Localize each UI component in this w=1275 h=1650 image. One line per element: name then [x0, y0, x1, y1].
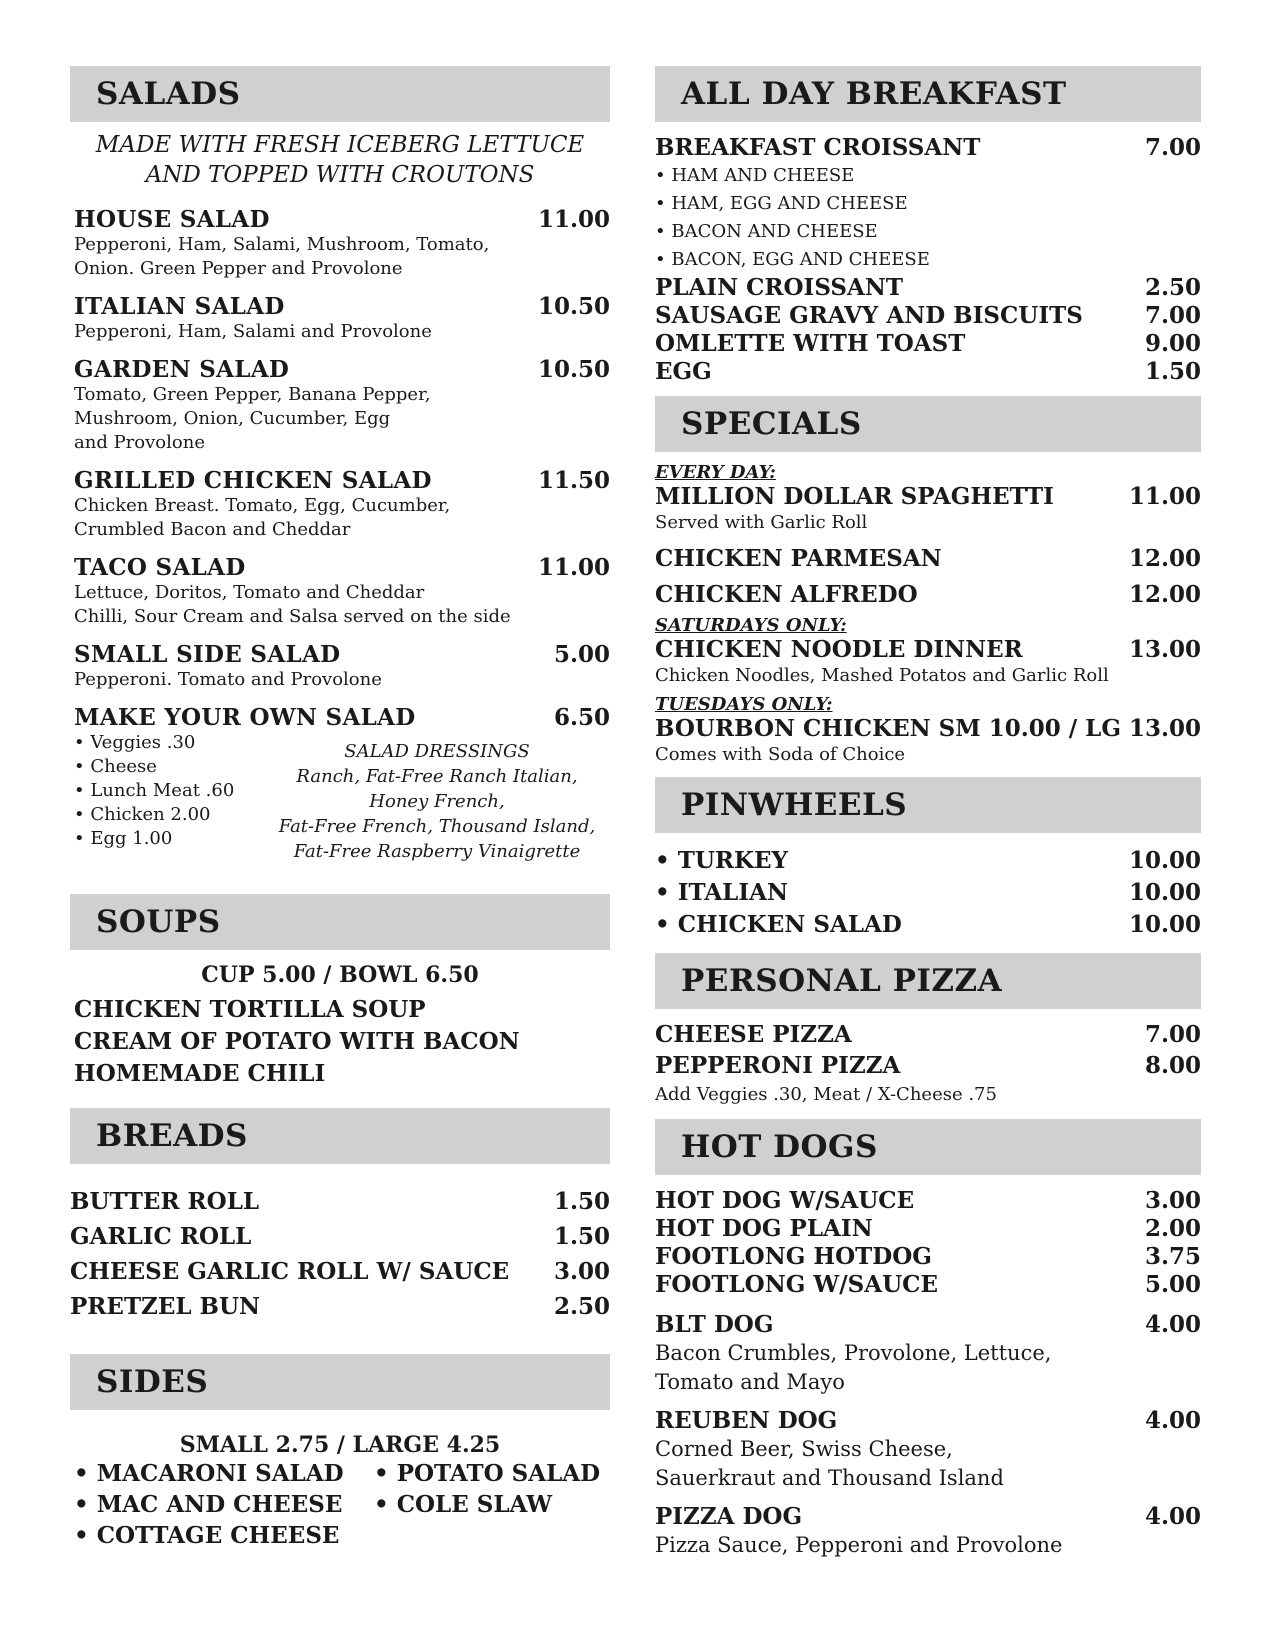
- left-column: [70, 66, 610, 1551]
- pinwheels-title: PINWHEELS: [681, 787, 908, 823]
- item-name: CHICKEN PARMESAN: [655, 545, 942, 572]
- specials-header: [655, 396, 1201, 452]
- bread-item: [70, 1254, 610, 1289]
- salads-title: SALADS: [96, 76, 241, 112]
- item-name: MILLION DOLLAR SPAGHETTI: [655, 483, 1054, 510]
- salad-dressings: [264, 731, 610, 864]
- item-price: 10.00: [1128, 879, 1201, 906]
- menu-item-house-salad: [70, 206, 610, 281]
- breakfast-item: [655, 358, 1201, 386]
- item-name: BREAKFAST CROISSANT: [655, 134, 981, 161]
- breakfast-list: [655, 134, 1201, 386]
- hotdog-item: [655, 1187, 1201, 1215]
- breakfast-item: [655, 274, 1201, 302]
- salad-dressing-line: Fat-Free French, Thousand Island,: [278, 816, 596, 837]
- breakfast-item: [655, 302, 1201, 330]
- item-name: OMLETTE WITH TOAST: [655, 330, 966, 357]
- item-desc: Served with Garlic Roll: [655, 512, 868, 533]
- menu-item-chicken-noodle-dinner: [655, 636, 1201, 664]
- item-desc: Onion. Green Pepper and Provolone: [74, 258, 403, 279]
- saturdays-label: SATURDAYS ONLY:: [655, 615, 847, 636]
- croissant-option: • BACON, EGG AND CHEESE: [655, 249, 930, 270]
- pinwheel-item: [655, 877, 1201, 909]
- bread-item: [70, 1184, 610, 1219]
- menu-item-chicken-parmesan: [655, 545, 1201, 573]
- salads-header: [70, 66, 610, 122]
- salad-options: [74, 731, 610, 864]
- salads-subtitle-line2: AND TOPPED WITH CROUTONS: [145, 162, 535, 188]
- salad-addon: • Cheese: [74, 756, 157, 777]
- menu-item-reuben-dog: [655, 1407, 1201, 1435]
- salad-addon: • Chicken 2.00: [74, 804, 211, 825]
- item-desc: Bacon Crumbles, Provolone, Lettuce,: [655, 1341, 1052, 1365]
- item-price: 12.00: [1128, 545, 1201, 572]
- item-name: MAKE YOUR OWN SALAD: [74, 704, 416, 731]
- pizza-note: Add Veggies .30, Meat / X-Cheese .75: [655, 1084, 997, 1105]
- item-name: PIZZA DOG: [655, 1503, 803, 1530]
- item-name: • TURKEY: [655, 847, 788, 874]
- sides-right-list: [374, 1458, 600, 1551]
- side-item: • COLE SLAW: [374, 1491, 553, 1518]
- menu-item-italian-salad: [70, 293, 610, 344]
- item-name: TACO SALAD: [74, 554, 246, 581]
- menu-item-spaghetti: [655, 483, 1201, 511]
- item-desc: Comes with Soda of Choice: [655, 744, 906, 765]
- item-desc: and Provolone: [74, 432, 205, 453]
- side-item: • MACARONI SALAD: [74, 1460, 344, 1487]
- item-name: • ITALIAN: [655, 879, 788, 906]
- item-name: CHICKEN NOODLE DINNER: [655, 636, 1023, 663]
- item-name: ITALIAN SALAD: [74, 293, 285, 320]
- pizza-title: PERSONAL PIZZA: [681, 963, 1003, 999]
- item-desc: Mushroom, Onion, Cucumber, Egg: [74, 408, 391, 429]
- item-desc: Pepperoni. Tomato and Provolone: [74, 669, 382, 690]
- item-price: 6.50: [553, 704, 610, 731]
- item-price: 11.50: [537, 467, 610, 494]
- item-price: 2.00: [1144, 1215, 1201, 1242]
- soups-header: [70, 894, 610, 950]
- menu-item-small-side-salad: [70, 641, 610, 692]
- item-price: 5.00: [1144, 1271, 1201, 1298]
- item-price: 1.50: [1144, 358, 1201, 385]
- soup-item: HOMEMADE CHILI: [74, 1060, 326, 1087]
- item-desc: Chilli, Sour Cream and Salsa served on the side: [74, 606, 511, 627]
- hotdogs-list: [655, 1187, 1201, 1560]
- item-price: 7.00: [1144, 134, 1201, 161]
- item-name: BOURBON CHICKEN: [655, 715, 931, 742]
- item-desc: Pepperoni, Ham, Salami and Provolone: [74, 321, 432, 342]
- item-desc: Corned Beer, Swiss Cheese,: [655, 1437, 953, 1461]
- item-name: CHEESE PIZZA: [655, 1021, 852, 1048]
- item-price: 11.00: [537, 554, 610, 581]
- item-desc: Chicken Noodles, Mashed Potatos and Garlic Roll: [655, 665, 1109, 686]
- salad-dressing-line: Fat-Free Raspberry Vinaigrette: [293, 841, 581, 862]
- item-price: 11.00: [537, 206, 610, 233]
- item-desc: Pepperoni, Ham, Salami, Mushroom, Tomato,: [74, 234, 490, 255]
- soups-title: SOUPS: [96, 904, 221, 940]
- menu-item-pizza-dog: [655, 1503, 1201, 1531]
- tuesdays-label: TUESDAYS ONLY:: [655, 694, 833, 715]
- salad-dressing-line: Honey French,: [369, 791, 505, 812]
- pinwheel-item: [655, 909, 1201, 941]
- pizza-header: [655, 953, 1201, 1009]
- breads-title: BREADS: [96, 1118, 248, 1154]
- menu-item-grilled-chicken-salad: [70, 467, 610, 542]
- item-name: EGG: [655, 358, 712, 385]
- bread-item: [70, 1219, 610, 1254]
- croissant-option: • BACON AND CHEESE: [655, 221, 878, 242]
- soup-item: CREAM OF POTATO WITH BACON: [74, 1028, 520, 1055]
- item-desc: Tomato and Mayo: [655, 1370, 845, 1394]
- menu-item-blt-dog: [655, 1311, 1201, 1339]
- item-name: GRILLED CHICKEN SALAD: [74, 467, 432, 494]
- item-desc: Crumbled Bacon and Cheddar: [74, 519, 351, 540]
- item-price: 4.00: [1144, 1407, 1201, 1434]
- item-price: 2.50: [553, 1293, 610, 1320]
- side-item: • COTTAGE CHEESE: [74, 1522, 340, 1549]
- item-price: 8.00: [1144, 1052, 1201, 1079]
- item-price: 12.00: [1128, 581, 1201, 608]
- sides-left-list: [74, 1458, 374, 1551]
- sides-header: [70, 1354, 610, 1410]
- salad-addons-list: [74, 731, 264, 864]
- item-desc: Tomato, Green Pepper, Banana Pepper,: [74, 384, 431, 405]
- item-price: 9.00: [1144, 330, 1201, 357]
- hotdog-item: [655, 1215, 1201, 1243]
- salads-subtitle: [70, 130, 610, 190]
- item-name: PEPPERONI PIZZA: [655, 1052, 901, 1079]
- item-name: HOT DOG PLAIN: [655, 1215, 873, 1242]
- menu-item-bourbon-chicken: [655, 715, 1201, 743]
- breakfast-item: [655, 330, 1201, 358]
- pizza-list: [655, 1019, 1201, 1109]
- right-column: [655, 66, 1201, 1560]
- item-price: SM 10.00 / LG 13.00: [938, 715, 1201, 742]
- item-desc: Sauerkraut and Thousand Island: [655, 1466, 1004, 1490]
- item-name: FOOTLONG HOTDOG: [655, 1243, 932, 1270]
- item-price: 10.50: [537, 293, 610, 320]
- salad-dressings-title: SALAD DRESSINGS: [344, 741, 530, 762]
- bread-item: [70, 1289, 610, 1324]
- item-name: • CHICKEN SALAD: [655, 911, 902, 938]
- item-price: 2.50: [1144, 274, 1201, 301]
- item-name: PRETZEL BUN: [70, 1293, 261, 1320]
- salads-subtitle-line1: MADE WITH FRESH ICEBERG LETTUCE: [95, 132, 585, 158]
- soup-item: CHICKEN TORTILLA SOUP: [74, 996, 426, 1023]
- specials-title: SPECIALS: [681, 406, 862, 442]
- item-desc: Lettuce, Doritos, Tomato and Cheddar: [74, 582, 425, 603]
- item-price: 4.00: [1144, 1503, 1201, 1530]
- croissant-option: • HAM, EGG AND CHEESE: [655, 193, 908, 214]
- item-name: SAUSAGE GRAVY AND BISCUITS: [655, 302, 1083, 329]
- item-name: GARDEN SALAD: [74, 356, 290, 383]
- item-price: 10.00: [1128, 847, 1201, 874]
- item-price: 3.00: [1144, 1187, 1201, 1214]
- item-price: 7.00: [1144, 1021, 1201, 1048]
- salad-addon: • Veggies .30: [74, 732, 196, 753]
- menu-item-breakfast-croissant: [655, 134, 1201, 162]
- menu-item-garden-salad: [70, 356, 610, 455]
- item-name: HOUSE SALAD: [74, 206, 270, 233]
- breads-list: [70, 1184, 610, 1324]
- item-price: 3.00: [553, 1258, 610, 1285]
- breakfast-header: [655, 66, 1201, 122]
- hotdog-item: [655, 1271, 1201, 1299]
- menu-item-chicken-alfredo: [655, 581, 1201, 609]
- hotdog-item: [655, 1243, 1201, 1271]
- item-price: 4.00: [1144, 1311, 1201, 1338]
- item-price: 13.00: [1128, 636, 1201, 663]
- salad-addon: • Lunch Meat .60: [74, 780, 235, 801]
- item-price: 7.00: [1144, 302, 1201, 329]
- item-price: 1.50: [553, 1188, 610, 1215]
- pinwheels-header: [655, 777, 1201, 833]
- item-price: 1.50: [553, 1223, 610, 1250]
- menu-item-taco-salad: [70, 554, 610, 629]
- item-name: BUTTER ROLL: [70, 1188, 260, 1215]
- menu-item-make-your-own-salad: [70, 704, 610, 864]
- item-name: REUBEN DOG: [655, 1407, 838, 1434]
- specials-list: [655, 462, 1201, 767]
- item-name: FOOTLONG W/SAUCE: [655, 1271, 938, 1298]
- item-name: CHEESE GARLIC ROLL W/ SAUCE: [70, 1258, 510, 1285]
- side-item: • POTATO SALAD: [374, 1460, 601, 1487]
- pinwheels-list: [655, 845, 1201, 941]
- sides-sizes: SMALL 2.75 / LARGE 4.25: [179, 1432, 501, 1458]
- item-desc: Chicken Breast. Tomato, Egg, Cucumber,: [74, 495, 451, 516]
- breakfast-title: ALL DAY BREAKFAST: [681, 76, 1067, 112]
- item-name: CHICKEN ALFREDO: [655, 581, 918, 608]
- side-item: • MAC AND CHEESE: [74, 1491, 343, 1518]
- item-name: BLT DOG: [655, 1311, 774, 1338]
- sides-list: [70, 1458, 610, 1551]
- item-desc: Pizza Sauce, Pepperoni and Provolone: [655, 1533, 1063, 1557]
- item-price: 10.50: [537, 356, 610, 383]
- hotdogs-title: HOT DOGS: [681, 1129, 878, 1165]
- croissant-option: • HAM AND CHEESE: [655, 165, 855, 186]
- item-name: PLAIN CROISSANT: [655, 274, 904, 301]
- salad-dressing-line: Ranch, Fat-Free Ranch Italian,: [296, 766, 578, 787]
- hotdogs-header: [655, 1119, 1201, 1175]
- salad-addon: • Egg 1.00: [74, 828, 173, 849]
- item-price: 5.00: [553, 641, 610, 668]
- pinwheel-item: [655, 845, 1201, 877]
- soups-sizes: CUP 5.00 / BOWL 6.50: [201, 962, 479, 988]
- item-name: SMALL SIDE SALAD: [74, 641, 341, 668]
- pizza-item: [655, 1050, 1201, 1081]
- breads-header: [70, 1108, 610, 1164]
- item-price: 3.75: [1144, 1243, 1201, 1270]
- every-day-label: EVERY DAY:: [655, 462, 776, 483]
- item-price: 10.00: [1128, 911, 1201, 938]
- item-name: GARLIC ROLL: [70, 1223, 252, 1250]
- item-price: 11.00: [1128, 483, 1201, 510]
- sides-title: SIDES: [96, 1364, 209, 1400]
- item-name: HOT DOG W/SAUCE: [655, 1187, 915, 1214]
- pizza-item: [655, 1019, 1201, 1050]
